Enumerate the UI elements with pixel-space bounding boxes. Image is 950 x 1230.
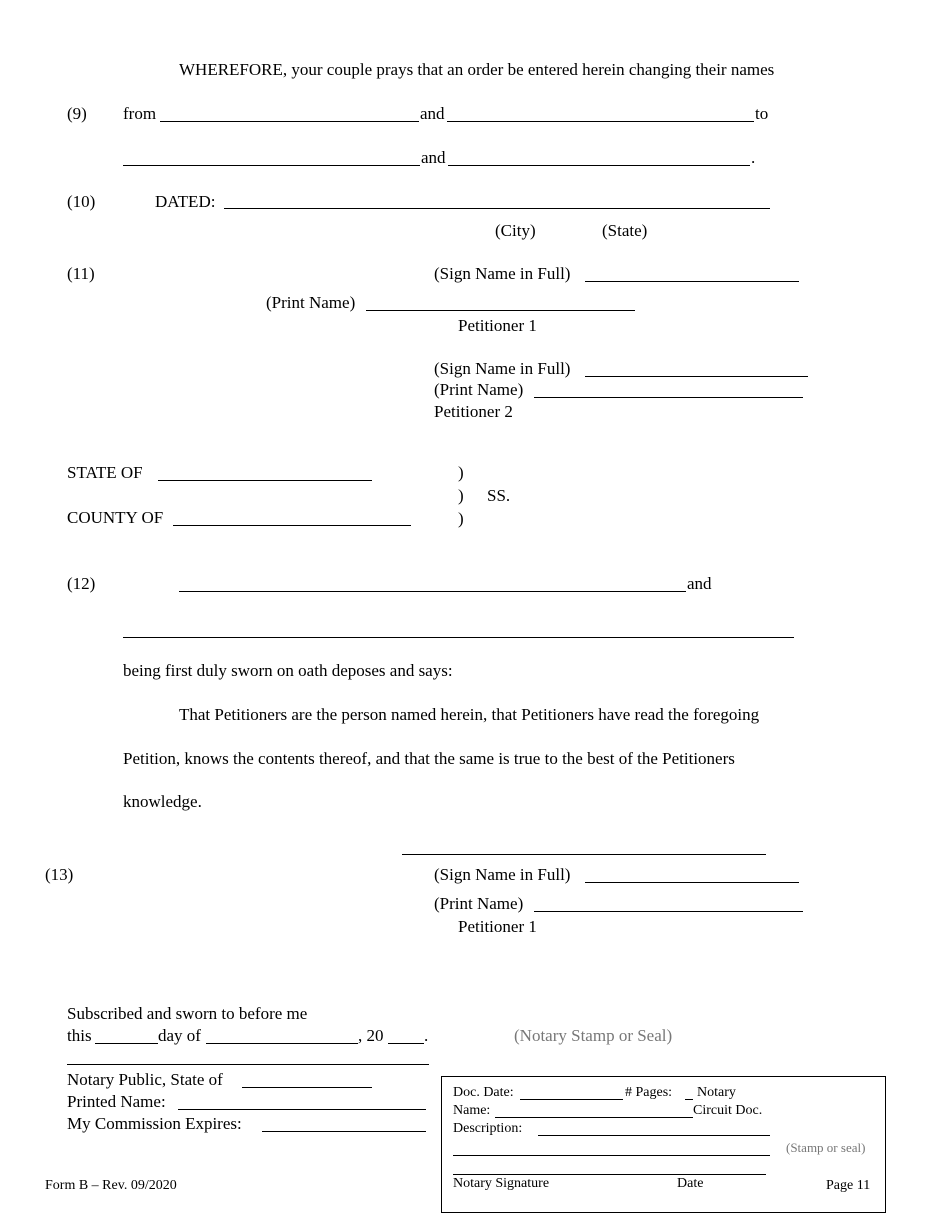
period-9: . bbox=[751, 148, 756, 167]
old-name-1-field[interactable] bbox=[160, 121, 419, 122]
sign-name-label-2: (Sign Name in Full) bbox=[434, 359, 571, 378]
petitioner-2-caption: Petitioner 2 bbox=[434, 402, 513, 421]
intro-text: WHEREFORE, your couple prays that an order be entered herein changing their names bbox=[179, 60, 775, 79]
state-caption: (State) bbox=[602, 221, 648, 240]
subscribed-text: Subscribed and sworn to before me bbox=[67, 1004, 308, 1023]
affiant-2-field[interactable] bbox=[123, 637, 794, 638]
item-13-number: (13) bbox=[45, 865, 74, 884]
county-of-label: COUNTY OF bbox=[67, 508, 164, 527]
pages-label: # Pages: bbox=[625, 1085, 673, 1100]
sign-name-label-1: (Sign Name in Full) bbox=[434, 264, 571, 283]
paren-3: ) bbox=[458, 509, 464, 528]
affidavit-line-3: knowledge. bbox=[123, 792, 202, 811]
state-of-field[interactable] bbox=[158, 480, 372, 481]
month-field[interactable] bbox=[206, 1043, 358, 1044]
petitioner-1-caption: Petitioner 1 bbox=[458, 316, 537, 335]
new-name-2-field[interactable] bbox=[448, 165, 750, 166]
and-label-1: and bbox=[420, 104, 445, 123]
this-label: this bbox=[67, 1026, 92, 1045]
ss-label: SS. bbox=[487, 486, 511, 505]
notary-signature-line[interactable] bbox=[67, 1064, 429, 1065]
page-number: Page 11 bbox=[826, 1178, 871, 1193]
day-of-label: day of bbox=[158, 1026, 201, 1045]
notary-public-state-label: Notary Public, State of bbox=[67, 1070, 223, 1089]
day-field[interactable] bbox=[95, 1043, 158, 1044]
stamp-or-seal-caption: (Stamp or seal) bbox=[786, 1140, 866, 1155]
date-caption: Date bbox=[677, 1176, 704, 1191]
commission-expires-label: My Commission Expires: bbox=[67, 1114, 242, 1133]
and-label-2: and bbox=[421, 148, 446, 167]
name-label: Name: bbox=[453, 1103, 491, 1118]
commission-expires-field[interactable] bbox=[262, 1131, 426, 1132]
city-caption: (City) bbox=[495, 221, 536, 240]
doc-date-field[interactable] bbox=[520, 1099, 623, 1100]
print-name-field-13[interactable] bbox=[534, 911, 803, 912]
state-of-label: STATE OF bbox=[67, 463, 143, 482]
print-name-field-1[interactable] bbox=[366, 310, 635, 311]
new-name-1-field[interactable] bbox=[123, 165, 420, 166]
doc-date-label: Doc. Date: bbox=[453, 1085, 514, 1100]
notary-stamp-caption: (Notary Stamp or Seal) bbox=[514, 1026, 673, 1045]
sworn-text: being first duly sworn on oath deposes and says: bbox=[123, 661, 453, 680]
old-name-2-field[interactable] bbox=[447, 121, 754, 122]
affidavit-line-1: That Petitioners are the person named herein, that Petitioners have read the foregoing bbox=[179, 705, 760, 724]
pages-field[interactable] bbox=[685, 1099, 693, 1100]
dated-field[interactable] bbox=[224, 208, 770, 209]
petitioner-caption-13: Petitioner 1 bbox=[458, 917, 537, 936]
year-field[interactable] bbox=[388, 1043, 424, 1044]
notary-signature-caption: Notary Signature bbox=[453, 1176, 550, 1191]
name-field[interactable] bbox=[495, 1117, 693, 1118]
item-11-number: (11) bbox=[67, 264, 95, 283]
notary-signature-field[interactable] bbox=[453, 1174, 766, 1175]
sign-name-label-13: (Sign Name in Full) bbox=[434, 865, 571, 884]
period-notary: . bbox=[424, 1026, 429, 1045]
notary-state-field[interactable] bbox=[242, 1087, 372, 1088]
description-field-2[interactable] bbox=[453, 1155, 770, 1156]
print-name-label-13: (Print Name) bbox=[434, 894, 524, 913]
form-revision: Form B – Rev. 09/2020 bbox=[45, 1178, 177, 1193]
from-label: from bbox=[123, 104, 157, 123]
affiant-1-field[interactable] bbox=[179, 591, 686, 592]
dated-label: DATED: bbox=[155, 192, 216, 211]
notary-printed-name-field[interactable] bbox=[178, 1109, 426, 1110]
sign-name-field-1[interactable] bbox=[585, 281, 799, 282]
notary-label: Notary bbox=[697, 1085, 736, 1100]
printed-name-label: Printed Name: bbox=[67, 1092, 166, 1111]
paren-1: ) bbox=[458, 463, 464, 482]
sign-name-field-13[interactable] bbox=[585, 882, 799, 883]
print-name-field-2[interactable] bbox=[534, 397, 803, 398]
item-9-number: (9) bbox=[67, 104, 87, 123]
paren-2: ) bbox=[458, 486, 464, 505]
county-of-field[interactable] bbox=[173, 525, 411, 526]
circuit-doc-label: Circuit Doc. bbox=[693, 1103, 763, 1118]
description-label: Description: bbox=[453, 1121, 523, 1136]
item-12-number: (12) bbox=[67, 574, 96, 593]
signature-line-13[interactable] bbox=[402, 854, 766, 855]
comma-20-label: , 20 bbox=[358, 1026, 384, 1045]
print-name-label-1: (Print Name) bbox=[266, 293, 356, 312]
sign-name-field-2[interactable] bbox=[585, 376, 808, 377]
and-label-12: and bbox=[687, 574, 712, 593]
print-name-label-2: (Print Name) bbox=[434, 380, 524, 399]
affidavit-line-2: Petition, knows the contents thereof, and that the same is true to the best of the Petitioners bbox=[123, 749, 735, 768]
to-label: to bbox=[755, 104, 769, 123]
item-10-number: (10) bbox=[67, 192, 96, 211]
description-field-1[interactable] bbox=[538, 1135, 770, 1136]
